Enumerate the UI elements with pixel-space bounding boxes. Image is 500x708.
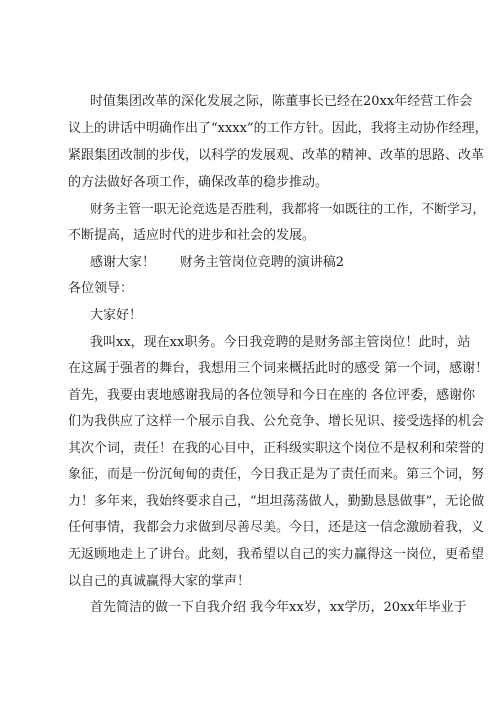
paragraph-line: 力！多年来，我始终要求自己，“坦坦荡荡做人，勤勤恳恳做事”，无论做 (68, 494, 485, 509)
paragraph-line: 财务主管一职无论竞选是否胜利，我都将一如既往的工作，不断学习， (90, 202, 486, 217)
closing-and-heading-line: 感谢大家！ 财务主管岗位竞聘的演讲稿2 (90, 255, 345, 270)
paragraph-line: 我叫xx，现在xx职务。今日我竞聘的是财务部主管岗位！此时，站 (90, 335, 471, 350)
paragraph-line: 紧跟集团改制的步伐，以科学的发展观、改革的精神、改革的思路、改革 (68, 148, 485, 163)
paragraph-line: 首先，我要由衷地感谢我局的各位领导和今日在座的 各位评委，感谢你 (68, 388, 476, 403)
paragraph-line: 无返顾地走上了讲台。此刻，我希望以自己的实力赢得这一岗位，更希望 (68, 547, 485, 562)
paragraph-line: 不断提高，适应时代的进步和社会的发展。 (68, 228, 316, 243)
paragraph-line: 时值集团改革的深化发展之际，陈董事长已经在20xx年经营工作会 (90, 94, 473, 109)
paragraph-line: 任何事情，我都会力求做到尽善尽美。今日，还是这一信念激励着我，义 (68, 520, 485, 535)
paragraph-line: 首先简洁的做一下自我介绍 我今年xx岁，xx学历，20xx年毕业于 (90, 600, 467, 615)
paragraph-line: 的方法做好各项工作，确保改革的稳步推动。 (68, 175, 329, 190)
paragraph-line: 议上的讲话中明确作出了“xxxx”的工作方针。因此，我将主动协作经理， (68, 121, 488, 136)
paragraph-line: 其次个词，责任！在我的心目中，正科级实职这个岗位不是权利和荣誉的 (68, 441, 485, 456)
paragraph-line: 象征，而是一份沉甸甸的责任，今日我正是为了责任而来。第三个词，努 (68, 467, 485, 482)
greeting-line: 大家好！ (90, 308, 143, 323)
paragraph-line: 们为我供应了这样一个展示自我、公允竞争、增长见识、接受选择的机会 (68, 414, 485, 429)
salutation-line: 各位领导： (68, 281, 134, 296)
paragraph-line: 以自己的真诚赢得大家的掌声！ (68, 574, 251, 589)
paragraph-line: 在这属于强者的舞台，我想用三个词来概括此时的感受 第一个词，感谢！ (68, 361, 489, 376)
